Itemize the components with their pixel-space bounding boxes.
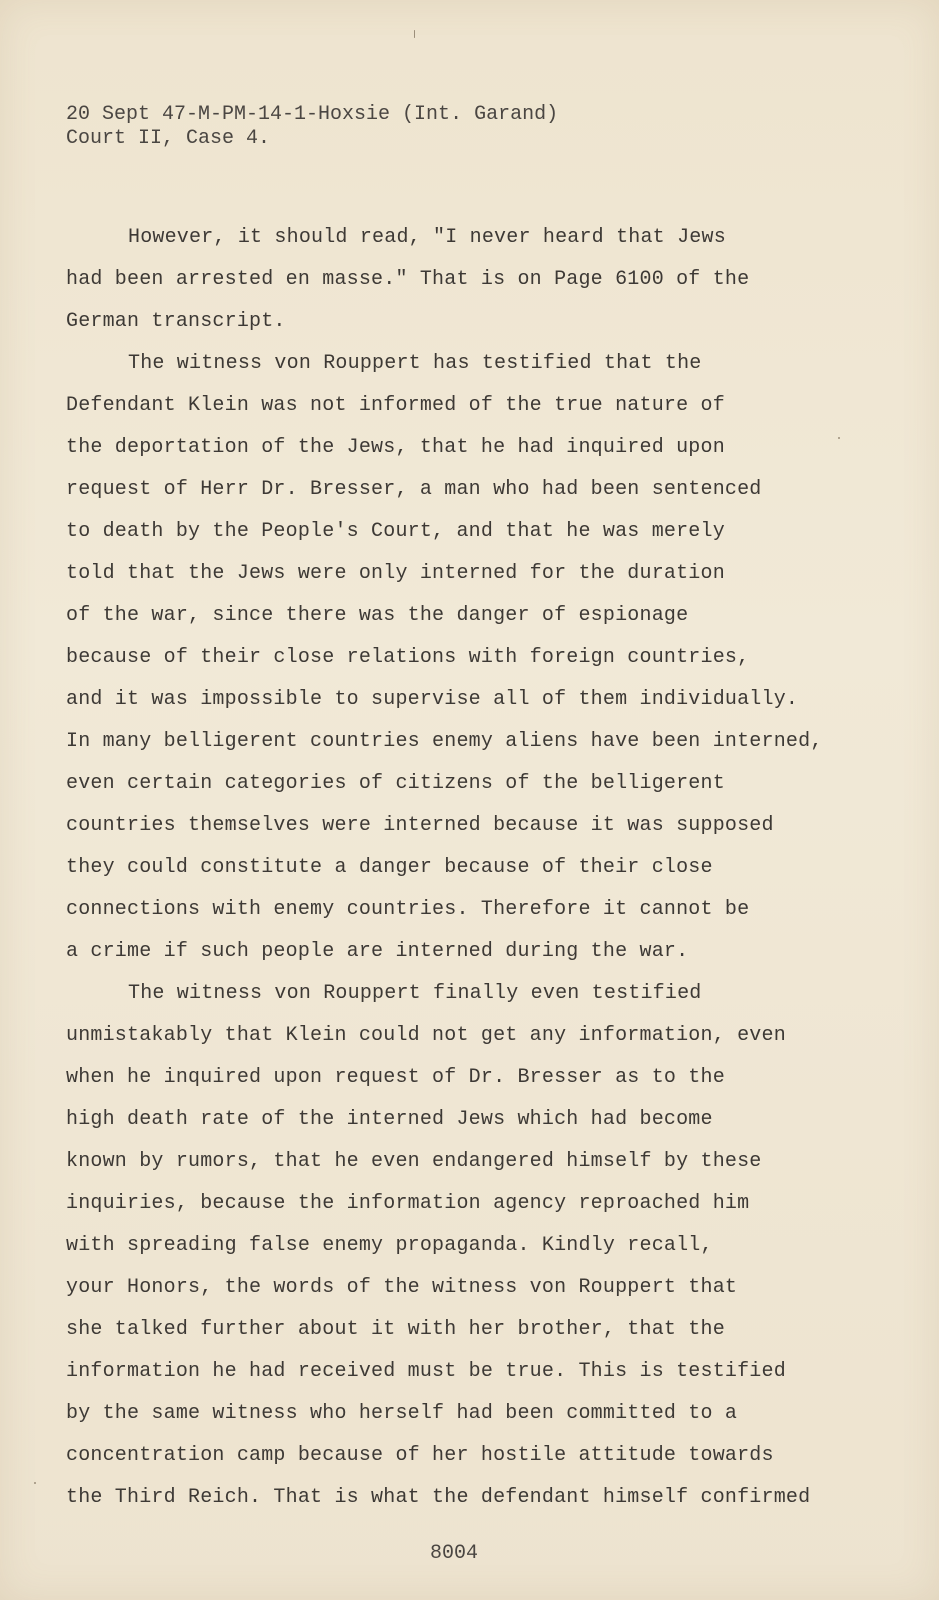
transcript-line: your Honors, the words of the witness von Rouppert that xyxy=(66,1276,738,1299)
transcript-line: In many belligerent countries enemy aliens have been interned, xyxy=(66,730,823,753)
page-number: 8004 xyxy=(430,1542,479,1565)
transcript-line: The witness von Rouppert has testified that the xyxy=(128,352,702,375)
transcript-line: and it was impossible to supervise all of them individually. xyxy=(66,688,799,711)
transcript-line: by the same witness who herself had been committed to a xyxy=(66,1402,738,1425)
transcript-line: connections with enemy countries. Therefore it cannot be xyxy=(66,898,750,921)
transcript-line: the Third Reich. That is what the defendant himself confirmed xyxy=(66,1486,811,1509)
transcript-line: when he inquired upon request of Dr. Bresser as to the xyxy=(66,1066,725,1089)
transcript-line: However, it should read, "I never heard that Jews xyxy=(128,226,726,249)
transcript-line: had been arrested en masse." That is on Page 6100 of the xyxy=(66,268,750,291)
transcript-line: because of their close relations with foreign countries, xyxy=(66,646,750,669)
transcript-line: German transcript. xyxy=(66,310,286,333)
transcript-line: unmistakably that Klein could not get any information, even xyxy=(66,1024,786,1047)
transcript-line: high death rate of the interned Jews which had become xyxy=(66,1108,713,1131)
transcript-line: she talked further about it with her brother, that the xyxy=(66,1318,725,1341)
transcript-line: known by rumors, that he even endangered himself by these xyxy=(66,1150,762,1173)
paper-speck xyxy=(414,30,415,38)
transcript-line: told that the Jews were only interned for the duration xyxy=(66,562,725,585)
transcript-line: a crime if such people are interned during the war. xyxy=(66,940,689,963)
transcript-line: to death by the People's Court, and that he was merely xyxy=(66,520,725,543)
transcript-line: request of Herr Dr. Bresser, a man who had been sentenced xyxy=(66,478,762,501)
transcript-line: Defendant Klein was not informed of the true nature of xyxy=(66,394,725,417)
transcript-line: with spreading false enemy propaganda. Kindly recall, xyxy=(66,1234,713,1257)
paper-speck xyxy=(34,1482,36,1484)
transcript-line: the deportation of the Jews, that he had inquired upon xyxy=(66,436,725,459)
transcript-line: inquiries, because the information agency reproached him xyxy=(66,1192,750,1215)
transcript-line: even certain categories of citizens of the belligerent xyxy=(66,772,725,795)
transcript-line: they could constitute a danger because of their close xyxy=(66,856,713,879)
header-session-line: 20 Sept 47-M-PM-14-1-Hoxsie (Int. Garand) xyxy=(66,103,559,126)
transcript-line: concentration camp because of her hostile attitude towards xyxy=(66,1444,774,1467)
document-header xyxy=(66,103,558,151)
transcript-line: information he had received must be true. This is testified xyxy=(66,1360,786,1383)
transcript-line: of the war, since there was the danger of espionage xyxy=(66,604,689,627)
header-court-line: Court II, Case 4. xyxy=(66,127,271,150)
transcript-line: The witness von Rouppert finally even testified xyxy=(128,982,702,1005)
paper-speck xyxy=(838,437,840,439)
transcript-line: countries themselves were interned because it was supposed xyxy=(66,814,774,837)
